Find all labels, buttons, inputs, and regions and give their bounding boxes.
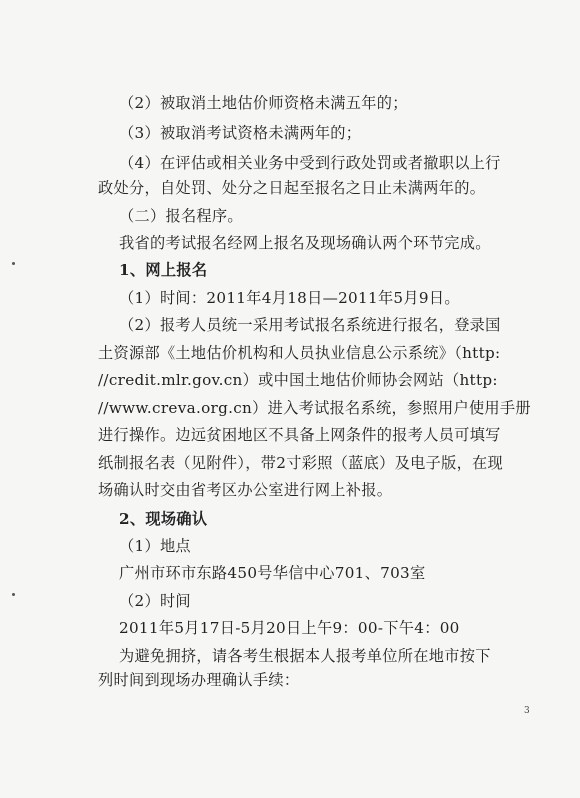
text-line: （1）地点 — [119, 537, 191, 555]
scan-speck — [12, 593, 15, 596]
text-line: 政处分，自处罚、处分之日起至报名之日止未满两年的。 — [98, 179, 486, 197]
text-line: 土资源部《土地估价机构和人员执业信息公示系统》（http: — [98, 344, 501, 362]
text-line: （3）被取消考试资格未满两年的； — [119, 124, 362, 142]
text-line: （2）时间 — [119, 592, 191, 610]
text-line: //www.creva.org.cn）进入考试报名系统，参照用户使用手册 — [98, 399, 531, 417]
subsection-heading: 1、网上报名 — [119, 261, 208, 279]
page-number: 3 — [524, 706, 530, 716]
text-line: 进行操作。边远贫困地区不具备上网条件的报考人员可填写 — [98, 426, 501, 444]
section-heading: （二）报名程序。 — [119, 207, 243, 225]
text-line: 广州市环市东路450号华信中心701、703室 — [119, 564, 426, 582]
text-line: 纸制报名表（见附件），带2寸彩照（蓝底）及电子版，在现 — [98, 454, 504, 472]
text-line: （1）时间：2011年4月18日—2011年5月9日。 — [119, 289, 460, 307]
text-line: //credit.mlr.gov.cn）或中国土地估价师协会网站（http: — [98, 371, 498, 389]
text-line: （4）在评估或相关业务中受到行政处罚或者撤职以上行 — [119, 154, 501, 172]
scan-speck — [12, 262, 15, 265]
text-line: （2）被取消土地估价师资格未满五年的； — [119, 94, 408, 112]
text-line: 2011年5月17日-5月20日上午9：00-下午4：00 — [119, 619, 460, 637]
text-line: 我省的考试报名经网上报名及现场确认两个环节完成。 — [119, 234, 491, 252]
text-line: 为避免拥挤，请各考生根据本人报考单位所在地市按下 — [119, 647, 491, 665]
subsection-heading: 2、现场确认 — [119, 510, 208, 528]
text-line: 场确认时交由省考区办公室进行网上补报。 — [98, 481, 393, 499]
text-line: （2）报考人员统一采用考试报名系统进行报名，登录国 — [119, 316, 501, 334]
text-line: 列时间到现场办理确认手续： — [98, 671, 300, 689]
